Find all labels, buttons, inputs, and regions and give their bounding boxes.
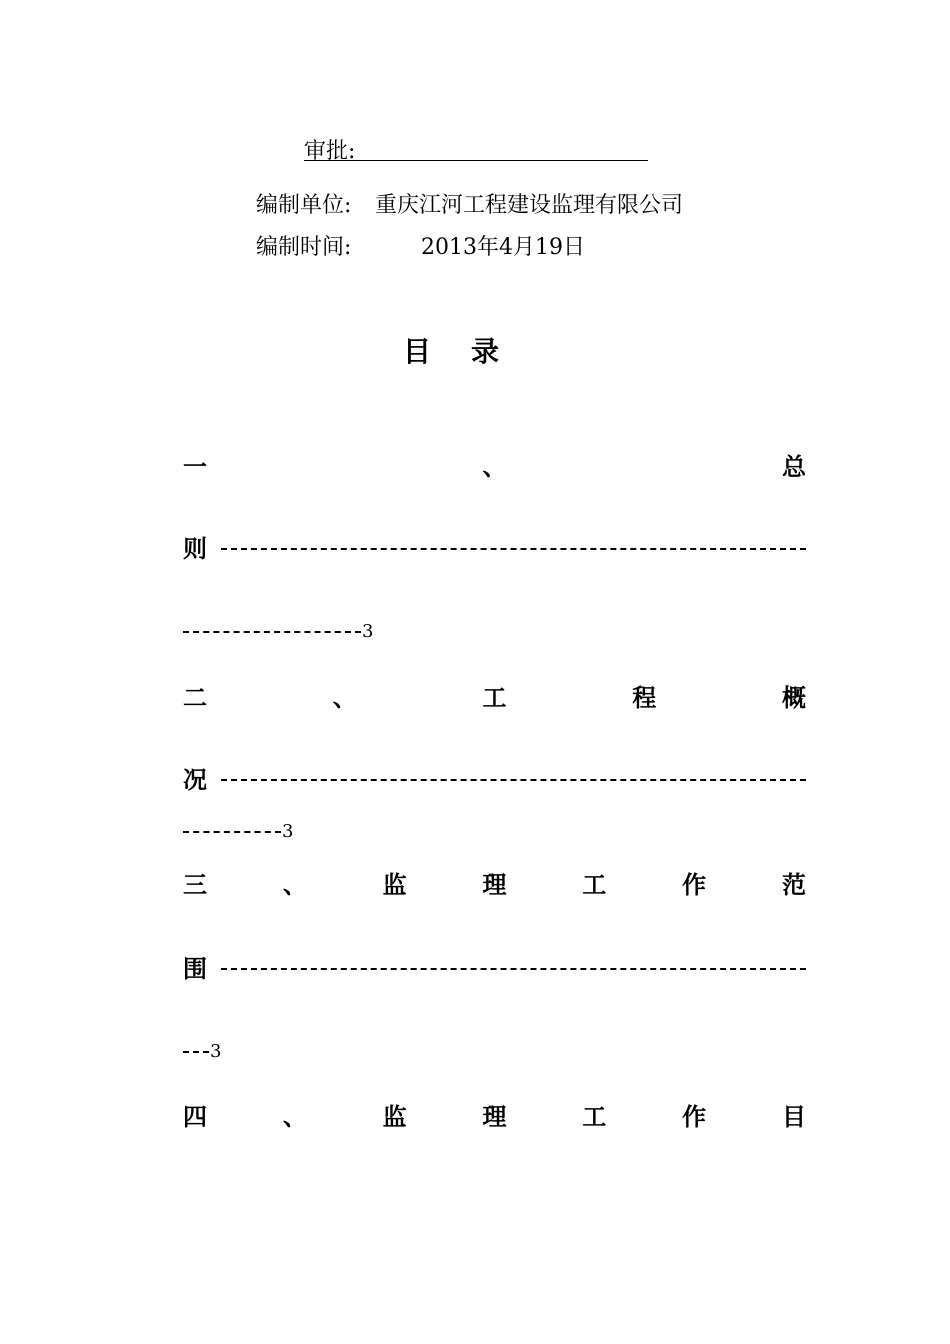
toc-char: 目: [781, 1102, 806, 1131]
toc-char: 理: [482, 1102, 507, 1131]
toc-char: 监: [382, 1102, 407, 1131]
toc-char: 一: [183, 452, 207, 481]
toc-title: 目录: [403, 335, 540, 368]
compiling-date-value: 2013年4月19日: [421, 235, 585, 260]
toc-entry-1-heading[interactable]: [183, 451, 806, 483]
toc-char: 概: [782, 683, 806, 712]
toc-char: 、: [282, 1102, 307, 1131]
toc-page-number: 3: [362, 621, 374, 642]
toc-char: 作: [682, 870, 707, 899]
toc-char: 程: [632, 683, 657, 712]
leader-dashes: [221, 548, 806, 550]
toc-entry-1-leader: [183, 533, 806, 565]
toc-char: 理: [482, 870, 507, 899]
leader-dashes: [183, 831, 281, 833]
toc-char: 总: [782, 452, 806, 481]
compiling-date-label: 编制时间:: [256, 235, 352, 260]
leader-dashes: [183, 1051, 209, 1053]
approval-signature-line: [304, 160, 648, 161]
toc-entry-4-heading[interactable]: [183, 1101, 806, 1133]
leader-dashes: [183, 631, 361, 633]
toc-char: 、: [282, 870, 307, 899]
toc-entry-2-leader: [183, 764, 806, 796]
toc-char: 、: [482, 452, 507, 481]
toc-char: 、: [332, 683, 357, 712]
toc-entry-2-page-line: [183, 818, 293, 846]
toc-entry-3-heading[interactable]: [183, 869, 806, 901]
toc-char: 工: [482, 683, 507, 712]
toc-char: 工: [582, 870, 607, 899]
toc-entry-1-page-line: [183, 618, 373, 646]
leader-dashes: [221, 968, 806, 970]
toc-char: 工: [582, 1102, 607, 1131]
toc-leader-char: 围: [183, 954, 207, 983]
toc-leader-char: 况: [183, 765, 207, 794]
toc-char: 作: [682, 1102, 707, 1131]
toc-char: 四: [183, 1102, 207, 1131]
toc-char: 三: [183, 870, 207, 899]
toc-page-number: 3: [282, 821, 294, 842]
toc-entry-2-heading[interactable]: [183, 682, 806, 714]
toc-entry-3-page-line: [183, 1038, 221, 1066]
compiling-unit-label: 编制单位:: [256, 193, 352, 218]
approval-label: 审批:: [304, 139, 356, 164]
compiling-unit-value: 重庆江河工程建设监理有限公司: [375, 193, 684, 218]
toc-page-number: 3: [210, 1041, 222, 1062]
toc-leader-char: 则: [183, 534, 207, 563]
leader-dashes: [221, 779, 806, 781]
toc-char: 范: [781, 870, 806, 899]
toc-char: 二: [183, 683, 207, 712]
toc-char: 监: [382, 870, 407, 899]
toc-entry-3-leader: [183, 953, 806, 985]
